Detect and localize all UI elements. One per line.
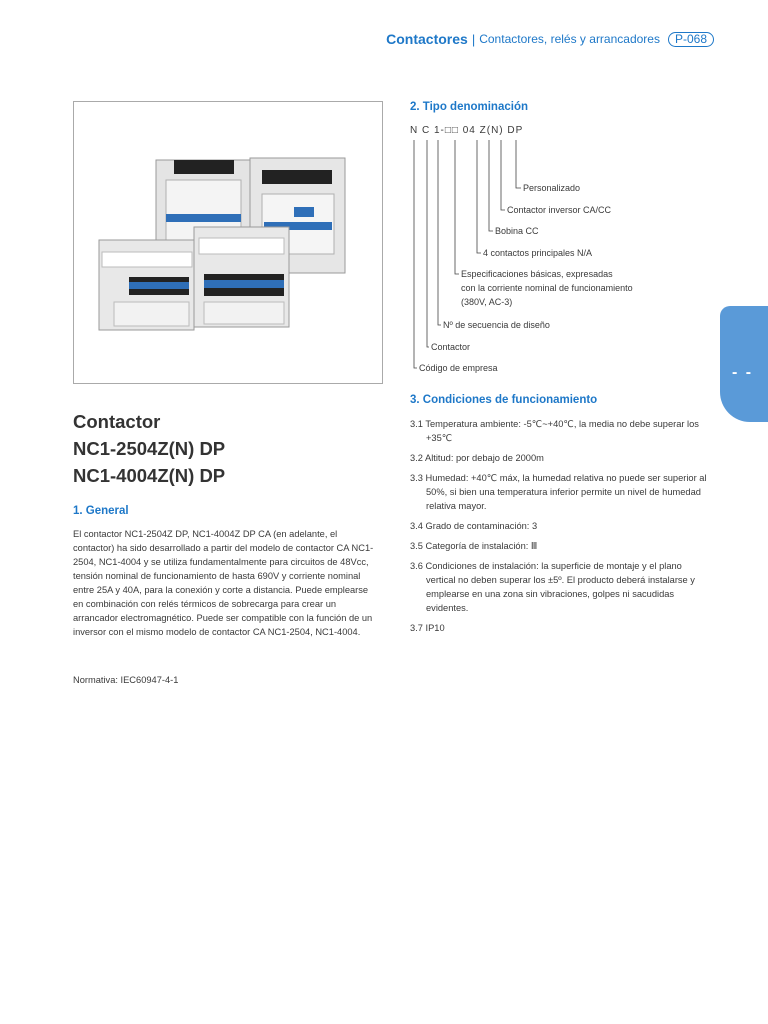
condicion-item: 3.5 Categoría de instalación: Ⅲ <box>410 541 538 551</box>
product-image-frame <box>73 101 383 384</box>
product-title-line1: Contactor <box>73 411 161 432</box>
header-separator: | <box>471 31 476 47</box>
general-heading: 1. General <box>73 505 129 517</box>
label-contactos-principales: 4 contactos principales N/A <box>483 248 593 258</box>
condicion-item: 3.7 IP10 <box>410 623 445 633</box>
label-contactor-inversor: Contactor inversor CA/CC <box>507 205 612 215</box>
label-especificaciones-2: con la corriente nominal de funcionamiento <box>461 283 633 293</box>
product-title <box>73 408 373 489</box>
page-header <box>386 31 714 47</box>
label-personalizado: Personalizado <box>523 183 581 193</box>
type-designation-diagram <box>405 136 705 381</box>
condicion-item: 3.3 Humedad: +40℃ máx, la humedad relativa no puede ser superior al 50%, si bien una temperatura inferior permite un nivel de humedad relativa mayor. <box>410 473 707 511</box>
product-title-line3: NC1-4004Z(N) DP <box>73 465 226 486</box>
label-contactor: Contactor <box>431 342 471 352</box>
type-code: N C 1-□□ 04 Z(N) DP <box>410 125 524 136</box>
section-title: Contactores <box>386 31 468 47</box>
normativa-text: Normativa: IEC60947-4-1 <box>73 675 179 685</box>
label-especificaciones-3: (380V, AC-3) <box>461 297 513 307</box>
general-paragraph: El contactor NC1-2504Z DP, NC1-4004Z DP CA (en adelante, el contactor) ha sido desarrollado a partir del modelo de contactor CA NC1-2504, NC1-4004 y se utiliza fundamentalmente para circuitos de 48Vcc, tensión nominal de funcionamiento de hasta 690V y corriente nominal entre 25A y 40A, para la conexión y corte a distancia. Puede emplearse en combinación con relés térmicos de sobrecarga para crear un arrancador electromagnético. Puede ser compatible con la función de un inversor con el mismo modelo de contactor CA NC1-2504, NC1-4004. <box>73 529 374 637</box>
condiciones-list <box>410 417 710 641</box>
condicion-item: 3.2 Altitud: por debajo de 2000m <box>410 453 544 463</box>
condiciones-heading: 3. Condiciones de funcionamiento <box>410 394 598 406</box>
condicion-item: 3.6 Condiciones de instalación: la superficie de montaje y el plano vertical no deben superar los ±5º. El producto deberá instalarse y emplearse en una zona sin vibraciones, golpes ni sacudidas evidentes. <box>410 561 695 613</box>
contactor-product-image <box>74 102 383 384</box>
label-secuencia-diseno: Nº de secuencia de diseño <box>443 320 550 330</box>
label-bobina-cc: Bobina CC <box>495 226 539 236</box>
side-tab-mark: - - <box>732 364 754 381</box>
contactor-unit-front-left <box>99 240 194 330</box>
condicion-item: 3.1 Temperatura ambiente: -5℃~+40℃, la media no debe superar los +35℃ <box>410 419 699 443</box>
header-subtitle: Contactores, relés y arrancadores <box>479 32 660 46</box>
label-especificaciones-1: Especificaciones básicas, expresadas <box>461 269 613 279</box>
product-title-line2: NC1-2504Z(N) DP <box>73 438 226 459</box>
condicion-item: 3.4 Grado de contaminación: 3 <box>410 521 538 531</box>
page-number-badge: P-068 <box>668 32 714 47</box>
side-tab <box>720 306 768 422</box>
label-codigo-empresa: Código de empresa <box>419 363 498 373</box>
tipo-heading: 2. Tipo denominación <box>410 101 528 113</box>
contactor-unit-front-right <box>194 227 289 327</box>
